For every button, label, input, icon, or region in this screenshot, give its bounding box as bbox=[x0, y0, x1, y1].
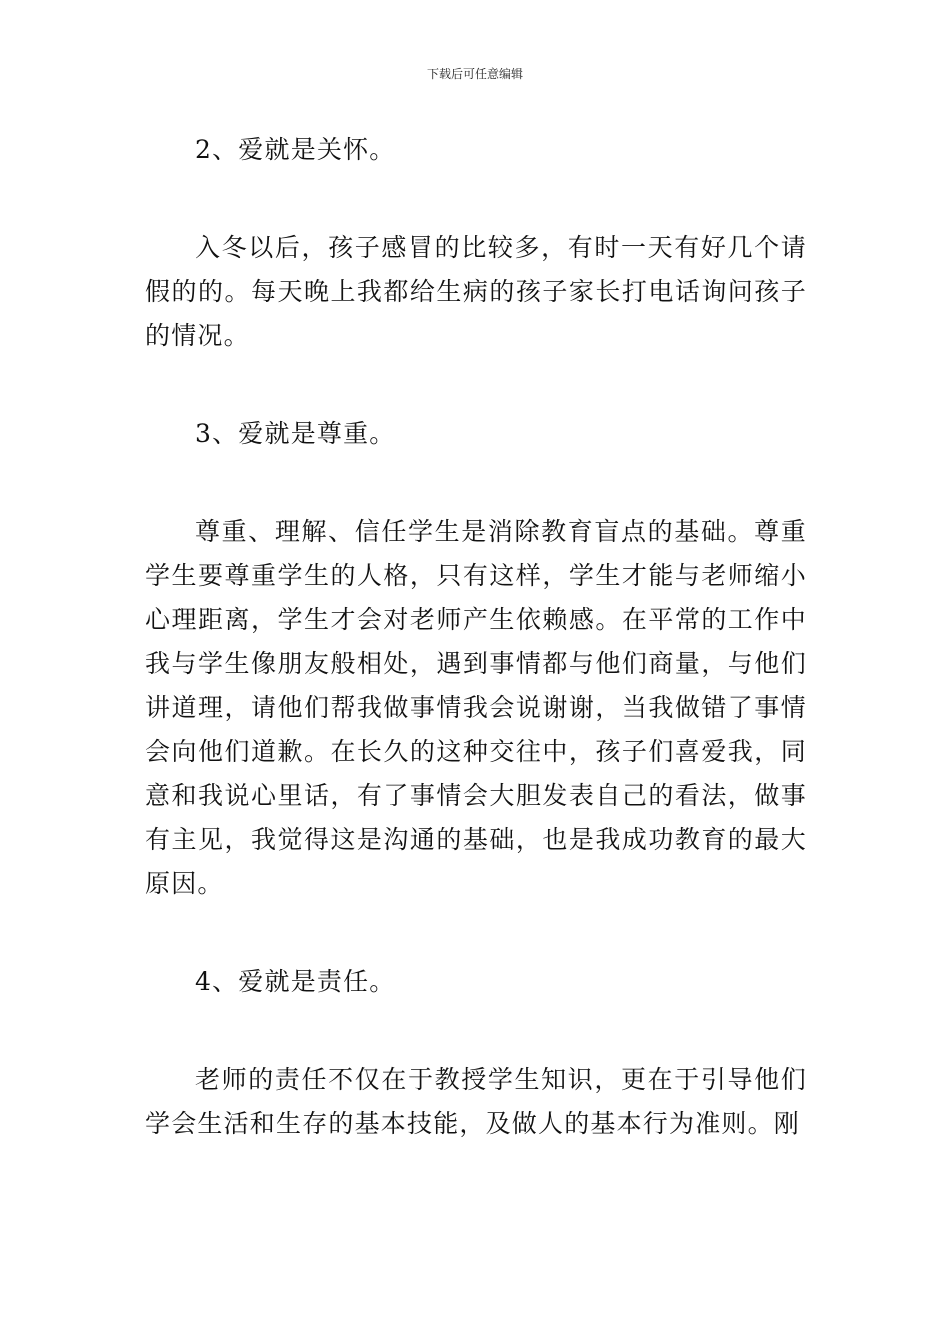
section-paragraph: 尊重、理解、信任学生是消除教育盲点的基础。尊重学生要尊重学生的人格，只有这样，学生才能与老师缩小心理距离，学生才会对老师产生依赖感。在平常的工作中我与学生像朋友般相处，遇到事情都与他们商量，与他们讲道理，请他们帮我做事情我会说谢谢，当我做错了事情会向他们道歉。在长久的这种交往中，孩子们喜爱我，同意和我说心里话，有了事情会大胆发表自己的看法，做事有主见，我觉得这是沟通的基础，也是我成功教育的最大原因。 bbox=[145, 517, 807, 898]
section-paragraph: 老师的责任不仅在于教授学生知识，更在于引导他们学会生活和生存的基本技能，及做人的基本行为准则。刚 bbox=[145, 1065, 807, 1138]
header-note: 下载后可任意编辑 bbox=[426, 67, 523, 81]
section-heading: 3、爱就是尊重。 bbox=[195, 419, 396, 448]
section-heading: 4、爱就是责任。 bbox=[195, 967, 396, 996]
document-content bbox=[145, 128, 807, 1146]
section-heading: 2、爱就是关怀。 bbox=[195, 135, 396, 164]
section-paragraph: 入冬以后，孩子感冒的比较多，有时一天有好几个请假的的。每天晚上我都给生病的孩子家长打电话询问孩子的情况。 bbox=[145, 233, 807, 350]
